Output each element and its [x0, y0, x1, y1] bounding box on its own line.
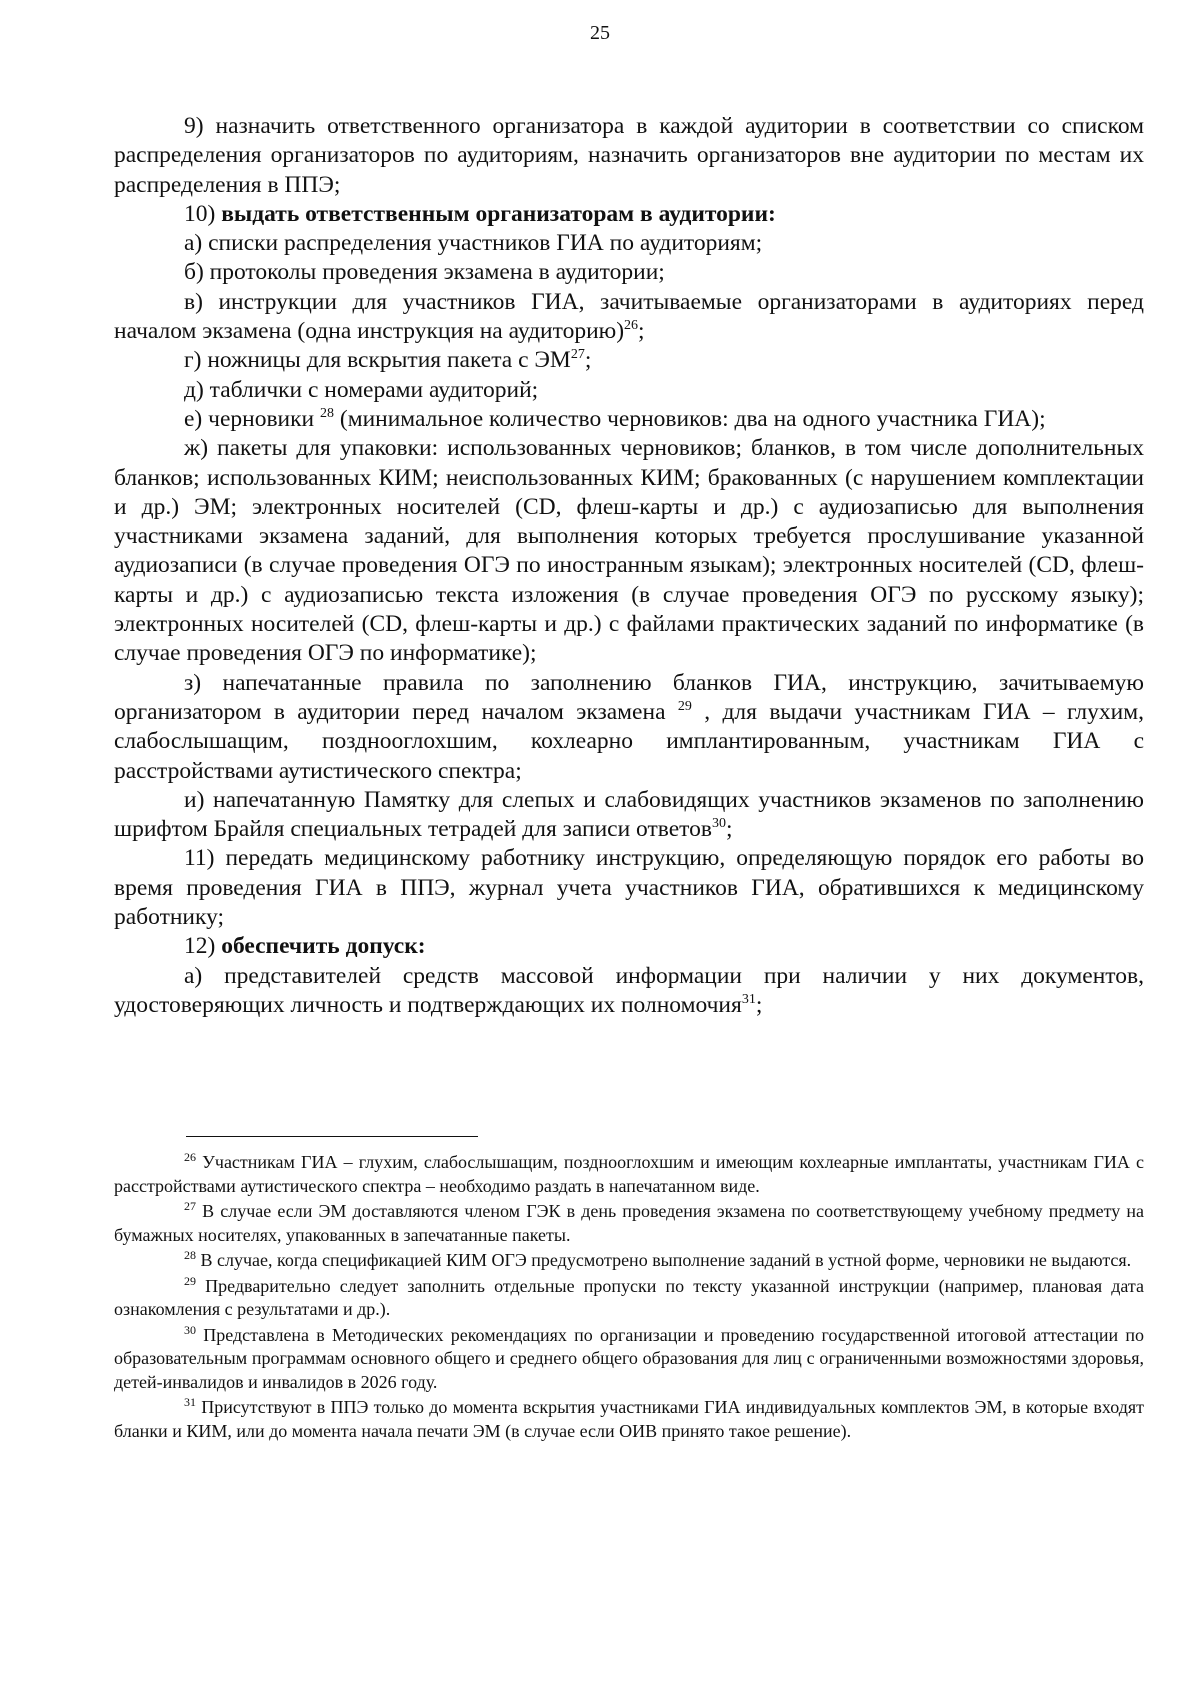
page-number: 25 [590, 22, 610, 44]
item-d: д) таблички с номерами аудиторий; [184, 376, 539, 403]
footnote-30 [114, 1324, 1144, 1395]
footnote-number: 30 [184, 1322, 196, 1337]
footnote-text: В случае, когда спецификацией КИМ ОГЭ предусмотрено выполнение заданий в устной форме, черновики не выдаются. [196, 1250, 1132, 1270]
footnote-text: Участникам ГИА – глухим, слабослышащим, позднооглохшим и имеющим кохлеарные имплантаты, участникам ГИА с расстройствами аутистического спектра – необходимо раздать в напечатанном виде. [114, 1152, 1144, 1196]
footnote-number: 29 [184, 1273, 196, 1288]
footnote-27 [114, 1200, 1144, 1247]
footnote-text: Предварительно следует заполнить отдельные пропуски по тексту указанной инструкции (например, плановая дата ознакомления с результатами и др.). [114, 1275, 1144, 1319]
item-z: з) напечатанные правила по заполнению бланков ГИА, инструкцию, зачитываемую организатором в аудитории перед началом экзамена $^{29}$ , для выдачи участникам ГИА – глухим, слабослышащим, позднооглохшим, кохлеарно имплантированным, участникам ГИА с расстройствами аутистического спектра; [114, 669, 1144, 784]
footnote-31 [114, 1396, 1144, 1443]
item-e: е) черновики $^{28}$ (минимальное количество черновиков: два на одного участника ГИА); [184, 405, 1046, 432]
item-g: г) ножницы для вскрытия пакета с ЭМ$^{27}$; [184, 347, 592, 374]
footnotes [114, 1151, 1144, 1445]
footnote-number: 26 [184, 1150, 196, 1164]
footnote-26 [114, 1151, 1144, 1198]
footnote-ref-26[interactable]: 26 [624, 318, 639, 334]
paragraph-12: 12) обеспечить допуск: [184, 933, 426, 960]
footnote-separator [186, 1136, 478, 1137]
body-text [114, 112, 1144, 1020]
paragraph-12-a: а) представителей средств массовой информации при наличии у них документов, удостоверяющих личность и подтверждающих их полномочия$^{31}$; [114, 962, 1144, 1018]
footnote-text: Присутствуют в ППЭ только до момента вскрытия участниками ГИА индивидуальных комплектов ЭМ, в которые входят бланки и КИМ, или до момента начала печати ЭМ (в случае если ОИВ принято такое решение). [114, 1397, 1144, 1441]
paragraph-11: 11) передать медицинскому работнику инструкцию, определяющую порядок его работы во время проведения ГИА в ППЭ, журнал учета участников ГИА, обратившихся к медицинскому работнику; [114, 845, 1144, 931]
footnote-ref-31[interactable]: 31 [741, 992, 756, 1008]
footnote-number: 31 [184, 1395, 196, 1409]
footnote-number: 27 [184, 1199, 196, 1213]
item-v: в) инструкции для участников ГИА, зачитываемые организаторами в аудиториях перед началом экзамена (одна инструкция на аудиторию)$^{26}$; [114, 288, 1144, 345]
paragraph-12-bold: обеспечить допуск: [221, 933, 426, 960]
footnote-ref-28[interactable]: 28 [320, 406, 334, 422]
footnote-text: Представлена в Методических рекомендациях по организации и проведению государственной итоговой аттестации по образовательным программам основного общего и среднего общего образования для лиц с ограниченными возможностями здоровья, детей-инвалидов и инвалидов в 2026 году. [114, 1324, 1144, 1392]
footnote-29 [114, 1275, 1144, 1322]
paragraph-10-bold: выдать ответственным организаторам в аудитории: [221, 200, 776, 227]
footnote-28 [114, 1249, 1144, 1273]
item-i: и) напечатанную Памятку для слепых и слабовидящих участников экзаменов по заполнению шрифтом Брайля специальных тетрадей для записи ответов$^{30}$; [114, 786, 1144, 843]
paragraph-9: 9) назначить ответственного организатора в каждой аудитории в соответствии со списком распределения организаторов по аудиториям, назначить организаторов вне аудитории по местам их распределения в ППЭ; [114, 113, 1144, 198]
item-zh: ж) пакеты для упаковки: использованных черновиков; бланков, в том числе дополнительных бланков; использованных КИМ; неиспользованных КИМ; бракованных (с нарушением комплектации и др.) ЭМ; электронных носителей (CD, флеш-карты и др.) с аудиозаписью для выполнения участниками экзамена заданий, для выполнения которых требуется прослушивание указанной аудиозаписи (в случае проведения ОГЭ по иностранным языкам); электронных носителей (CD, флеш-карты и др.) с аудиозаписью текста изложения (в случае проведения ОГЭ по русскому языку); электронных носителей (CD, флеш-карты и др.) с файлами практических заданий по информатике (в случае проведения ОГЭ по информатике); [114, 435, 1144, 667]
footnote-text: В случае если ЭМ доставляются членом ГЭК в день проведения экзамена по соответствующему учебному предмету на бумажных носителях, упакованных в запечатанные пакеты. [114, 1201, 1144, 1245]
footnote-ref-30[interactable]: 30 [711, 816, 726, 832]
item-a: а) списки распределения участников ГИА по аудиториям; [184, 230, 763, 257]
paragraph-10: 10) выдать ответственным организаторам в аудитории: [184, 200, 776, 227]
footnote-ref-27[interactable]: 27 [570, 347, 585, 363]
footnote-ref-29[interactable]: 29 [677, 699, 692, 715]
item-b: б) протоколы проведения экзамена в аудитории; [184, 259, 665, 286]
footnote-number: 28 [184, 1248, 196, 1262]
